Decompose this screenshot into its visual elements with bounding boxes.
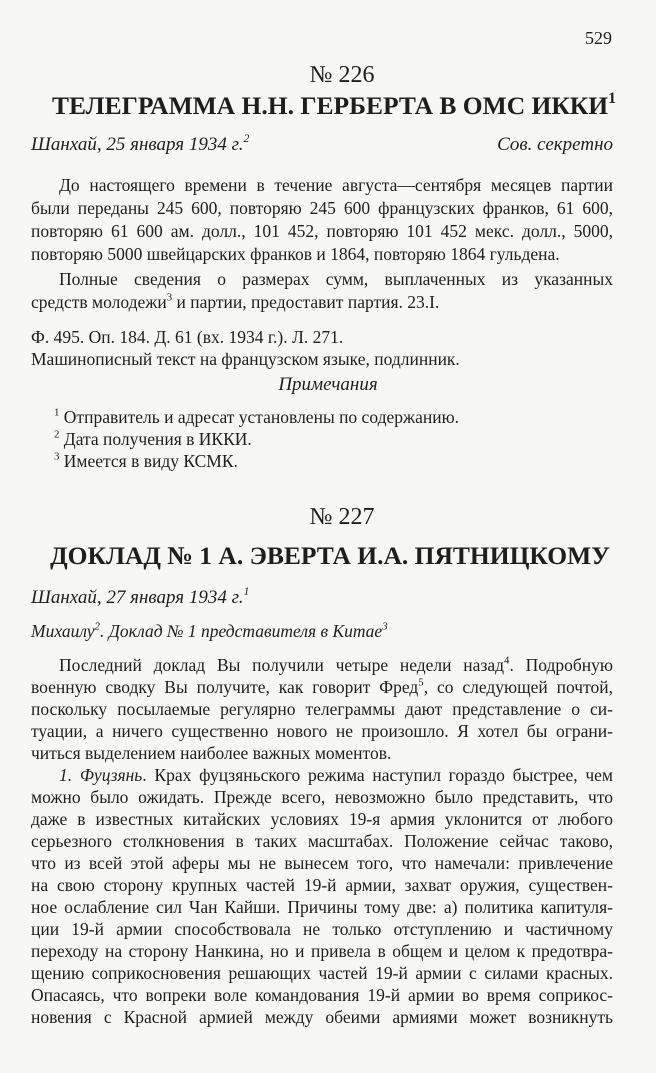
text: средств молодежи — [31, 292, 167, 312]
paragraph-line: туации, а ничего существенно нового не произошло. Я хотел бы ограни- — [31, 721, 613, 741]
footnote-ref: 2 — [94, 620, 100, 633]
paragraph-line: Полные сведения о размерах сумм, выплаченных из указанных — [59, 269, 613, 289]
paragraph-line: поскольку посылаемые регулярно телеграммы дают представление о си- — [31, 699, 613, 719]
doc-227-dateline — [31, 584, 613, 609]
paragraph-line: читься выделением наиболее важных моментов. — [31, 743, 392, 763]
footnote-ref: 3 — [382, 620, 388, 633]
paragraph-line — [31, 654, 613, 676]
footnote-ref: 3 — [166, 291, 173, 304]
note-text: Дата получения в ИККИ. — [59, 429, 252, 449]
section-lead: 1. Фуцзянь — [59, 765, 143, 785]
text: . Доклад № 1 представителя в Китае — [99, 621, 383, 641]
notes-heading: Примечания — [278, 374, 378, 395]
text: и партии, предоставит партия. 23.I. — [172, 292, 440, 312]
title-text: ТЕЛЕГРАММА Н.Н. ГЕРБЕРТА В ОМС ИККИ — [51, 91, 609, 120]
doc-226-dateline — [31, 131, 613, 156]
paragraph-line: повторяю 5000 швейцарских франков и 1864, повторяю 1864 гульдена. — [31, 244, 560, 264]
note-number: 3 — [54, 450, 60, 463]
note-text: Отправитель и адресат установлены по содержанию. — [59, 407, 460, 427]
footnote-ref: 1 — [243, 584, 250, 598]
doc-226-title — [6, 91, 656, 121]
text: Михаилу — [31, 621, 95, 641]
paragraph-line: ции 19-й армии способствовала не только отступлению и частичному — [31, 919, 613, 939]
paragraph-line: Опасаясь, что вопреки воле командования 19-й армии во время соприкос- — [31, 985, 613, 1005]
paragraph-line — [31, 764, 613, 786]
footnote-ref: 5 — [418, 676, 424, 689]
note-number: 2 — [54, 428, 60, 441]
paragraph-line: повторяю 61 600 ам. долл., 101 452, повторяю 101 452 мекс. долл., 5000, — [31, 221, 613, 241]
note-number: 1 — [54, 406, 60, 419]
doc-227-address — [31, 620, 613, 642]
archive-reference: Ф. 495. Оп. 184. Д. 61 (вх. 1934 г.). Л. 271. — [31, 327, 344, 347]
paragraph-line: щению соприкосновения решающих частей 19-й армии с силами красных. — [31, 963, 613, 983]
footnote-ref: 1 — [608, 89, 617, 107]
paragraph-line: переходу на сторону Нанкина, но и привела в общем и целом к предотвра- — [31, 941, 613, 961]
paragraph-line: До настоящего времени в течение августа—сентября месяцев партии — [59, 175, 613, 195]
doc-227-number: № 227 — [309, 504, 375, 530]
note-item — [54, 450, 636, 472]
source-note: Машинописный текст на французском языке, подлинник. — [31, 349, 460, 369]
doc-227-title: ДОКЛАД № 1 А. ЭВЕРТА И.А. ПЯТНИЦКОМУ — [50, 541, 610, 570]
text: . Крах фуцзяньского режима наступил гораздо быстрее, чем — [142, 765, 613, 785]
text: , со следующей почтой, — [423, 677, 613, 697]
paragraph-line: новения с Красной армией между обеими армиями может возникнуть — [31, 1007, 613, 1027]
footnote-ref: 2 — [243, 131, 250, 145]
paragraph-line: можно было ожидать. Прежде всего, невозможно было представить, что — [31, 787, 613, 807]
paragraph-line — [31, 291, 613, 313]
dateline-text: Шанхай, 27 января 1934 г. — [31, 587, 244, 608]
note-item — [54, 428, 636, 450]
paragraph-line: на свою сторону крупных частей 19-й армии, захват оружия, существен- — [31, 875, 613, 895]
page-number: 529 — [585, 28, 612, 48]
note-item — [54, 406, 636, 428]
dateline-text: Шанхай, 25 января 1934 г. — [31, 134, 244, 155]
paragraph-line — [31, 676, 613, 698]
paragraph-line: были переданы 245 600, повторяю 245 600 французских франков, 61 600, — [31, 198, 613, 218]
text: Последний доклад Вы получили четыре недели назад — [59, 655, 505, 675]
footnote-ref: 4 — [504, 654, 510, 667]
paragraph-line: серьезного столкновения в таких масштабах. Положение сейчас таково, — [31, 831, 613, 851]
text: военную сводку Вы получите, как говорит Фред — [31, 677, 419, 697]
paragraph-line: ное ослабление сил Чан Кайши. Причины тому две: а) политика капитуля- — [31, 897, 613, 917]
doc-226-number: № 226 — [309, 62, 375, 88]
note-text: Имеется в виду КСМК. — [59, 451, 238, 471]
classification: Сов. секретно — [497, 134, 613, 155]
text: . Подробную — [509, 655, 613, 675]
paragraph-line: что из всей этой аферы мы не вынесем того, что намечали: привлечение — [31, 853, 613, 873]
paragraph-line: даже в известных китайских условиях 19-я армия уклонится от любого — [31, 809, 613, 829]
